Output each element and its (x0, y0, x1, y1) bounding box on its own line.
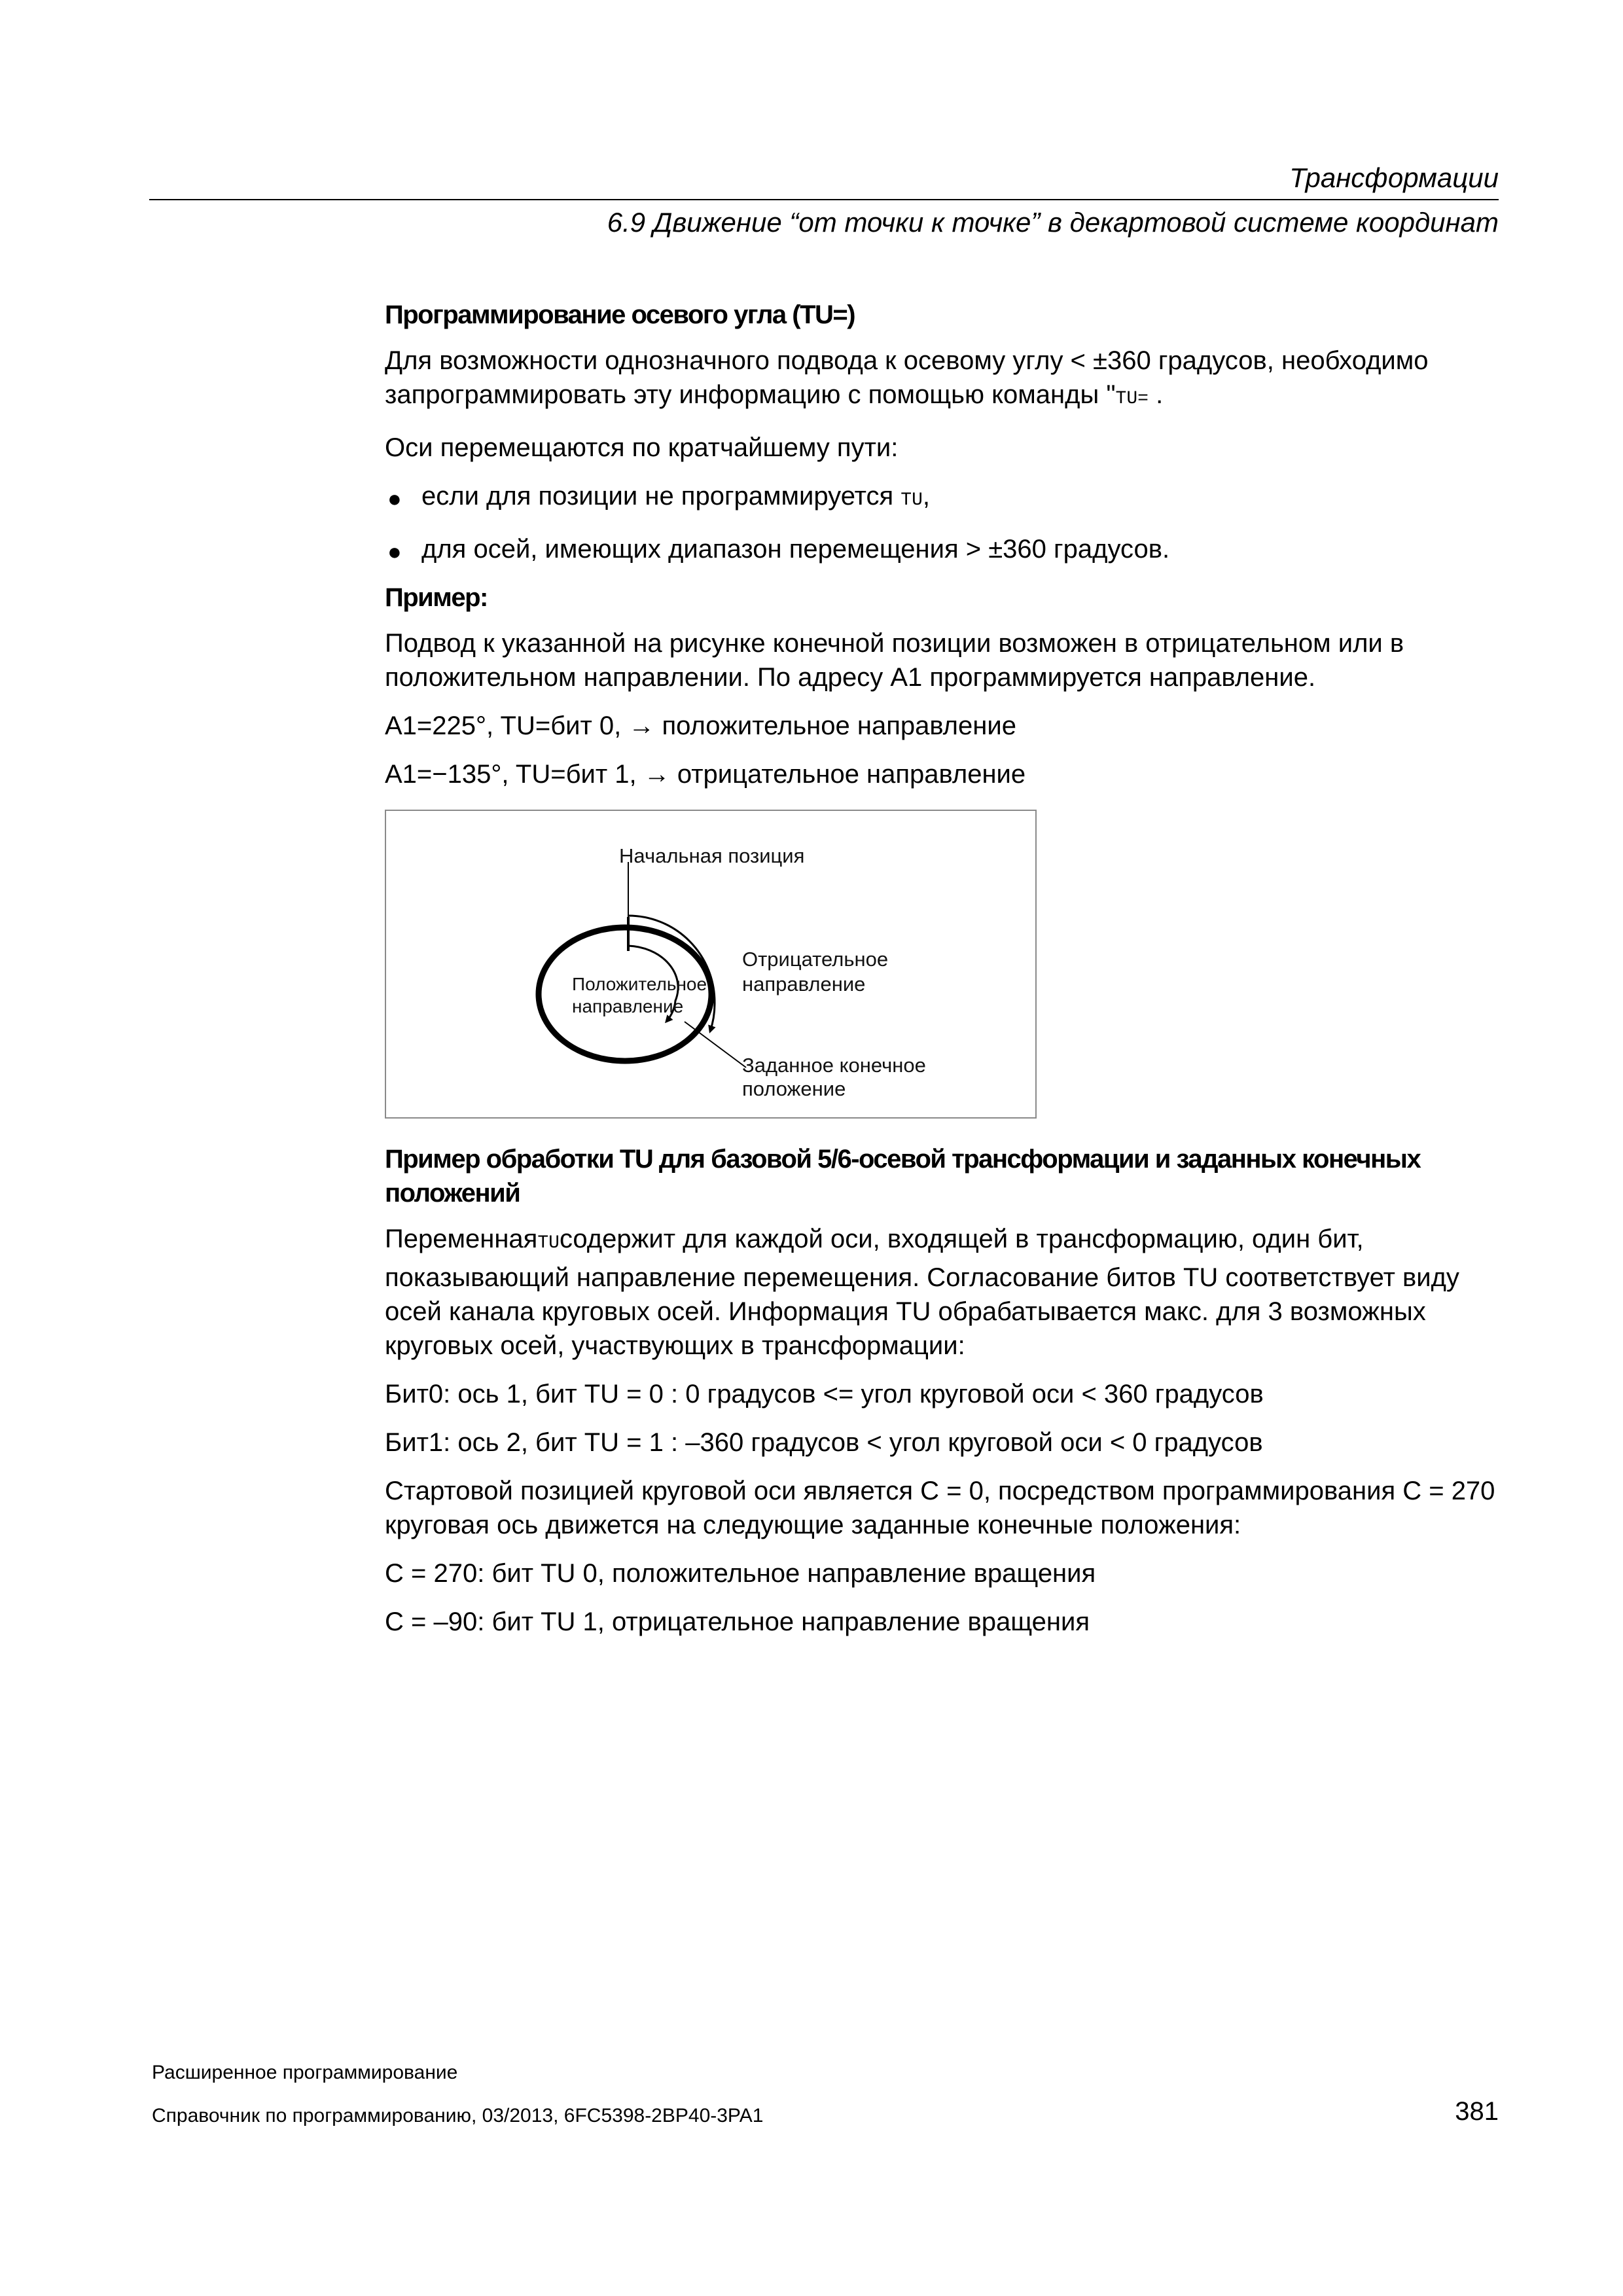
bullet-end: , (922, 482, 931, 511)
c270-line: C = 270: бит TU 0, положительное направление вращения (385, 1559, 1096, 1588)
section-heading-tu: Программирование осевого угла (TU=) (385, 300, 855, 329)
code-tu-variable: TU (537, 1233, 560, 1253)
running-header-subtitle: 6.9 Движение “от точки к точке” в декартовой системе координат (607, 207, 1499, 238)
paragraph-shortest-path: Оси перемещаются по кратчайшему пути: (385, 433, 899, 462)
running-header-title: Трансформации (1289, 162, 1499, 193)
bullet-text: для осей, имеющих диапазон перемещения > ±360 градусов. (421, 535, 1170, 564)
paragraph-text-b: содержит для каждой оси, входящей в трансформацию, один бит, показывающий направление перемещения. Согласование битов TU соответствует виду осей канала круговых осей. Информация TU обрабатывается макс. для 3 возможных круговых осей, участвующих в трансформации: (385, 1225, 1459, 1360)
paragraph-tu-intro (385, 344, 1497, 416)
example-line-negative: A1=−135°, TU=бит 1, → отрицательное направление (385, 760, 1026, 789)
header-rule (149, 199, 1499, 200)
label-target-position-2: положение (742, 1077, 846, 1100)
footer-reference: Справочник по программированию, 03/2013, 6FC5398-2BP40-3PA1 (152, 2105, 764, 2126)
direction-diagram (385, 810, 1037, 1119)
label-positive-direction-2: направление (572, 996, 684, 1016)
footer-book-title: Расширенное программирование (152, 2062, 458, 2083)
paragraph-start-position: Стартовой позицией круговой оси является C = 0, посредством программирования C = 270 круговая ось движется на следующие заданные конечные положения: (385, 1477, 1495, 1539)
bullet-item-1 (385, 479, 1497, 518)
bullet-item-2 (385, 532, 1497, 566)
example-heading: Пример: (385, 583, 488, 612)
bullet-text: если для позиции не программируется (421, 482, 901, 511)
code-tu-command: TU= (1115, 389, 1149, 409)
page-number: 381 (1455, 2097, 1499, 2126)
code-tu: TU (901, 490, 923, 511)
bit1-line: Бит1: ось 2, бит TU = 1 : –360 градусов < угол круговой оси < 0 градусов (385, 1428, 1263, 1457)
label-negative-direction-1: Отрицательное (742, 948, 889, 971)
paragraph-text: Для возможности однозначного подвода к осевому углу < ±360 градусов, необходимо запрограммировать эту информацию с помощью команды " (385, 346, 1429, 409)
label-negative-direction-2: направление (742, 973, 866, 996)
paragraph-text-a: Переменная (385, 1225, 538, 1253)
example-line-positive: A1=225°, TU=бит 0, → положительное направление (385, 711, 1016, 740)
label-positive-direction-1: Положительное (572, 974, 707, 994)
page-content (385, 298, 1497, 1653)
section-heading-tu-processing: Пример обработки TU для базовой 5/6-осевой трансформации и заданных конечных положений (385, 1145, 1421, 1208)
bullet-icon: ● (387, 538, 402, 565)
label-start-position: Начальная позиция (619, 844, 805, 867)
c-minus90-line: C = –90: бит TU 1, отрицательное направление вращения (385, 1607, 1090, 1636)
paragraph-tu-variable (385, 1222, 1497, 1363)
bit0-line: Бит0: ось 1, бит TU = 0 : 0 градусов <= угол круговой оси < 360 градусов (385, 1380, 1264, 1408)
target-position-leader (685, 1022, 746, 1067)
label-target-position-1: Заданное конечное (742, 1054, 926, 1077)
example-paragraph: Подвод к указанной на рисунке конечной позиции возможен в отрицательном или в положительном направлении. По адресу A1 программируется направление. (385, 629, 1404, 692)
paragraph-end: . (1148, 380, 1164, 409)
bullet-icon: ● (387, 485, 402, 512)
